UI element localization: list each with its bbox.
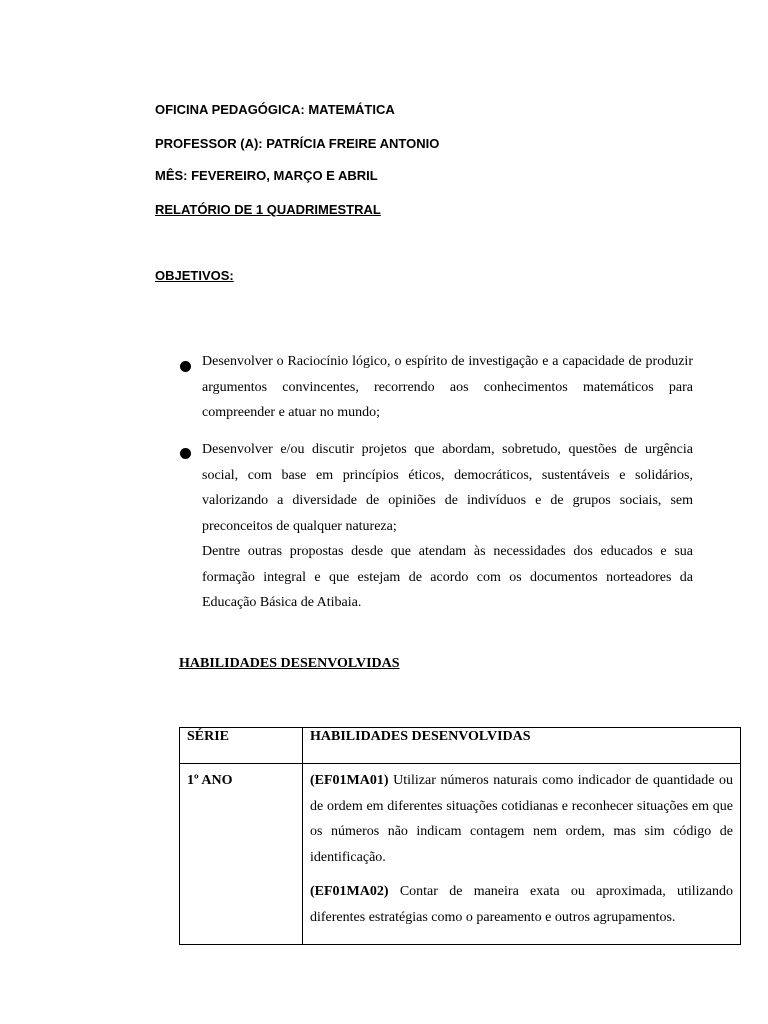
- report-months: MÊS: FEVEREIRO, MARÇO E ABRIL: [155, 168, 378, 183]
- skill-item: [310, 768, 733, 870]
- skills-cell: [303, 764, 741, 945]
- workshop-title: OFICINA PEDAGÓGICA: MATEMÁTICA: [155, 102, 395, 117]
- table-header-cell: [303, 728, 741, 764]
- table-row: [180, 764, 741, 945]
- bullet-icon: [180, 448, 191, 459]
- objectives-heading: OBJETIVOS:: [155, 268, 234, 283]
- table-header-row: [180, 728, 741, 764]
- header-skills: HABILIDADES DESENVOLVIDAS: [310, 729, 531, 744]
- objective-text: Desenvolver e/ou discutir projetos que abordam, sobretudo, questões de urgência social, com base em princípios éticos, democráticos, sustentáveis e solidários, valorizando a diversidade de opiniões de indivíduos e de grupos sociais, sem preconceitos de qualquer natureza;: [202, 442, 693, 534]
- bullet-icon: [180, 361, 191, 372]
- teacher-name: PROFESSOR (A): PATRÍCIA FREIRE ANTONIO: [155, 136, 440, 151]
- skill-code: (EF01MA02): [310, 884, 389, 899]
- objective-text: Desenvolver o Raciocínio lógico, o espírito de investigação e a capacidade de produzir argumentos convincentes, recorrendo aos conhecimentos matemáticos para compreender e atuar no mundo;: [202, 354, 693, 420]
- objective-item: [202, 349, 693, 426]
- header-grade: SÉRIE: [187, 729, 230, 744]
- skill-text: Contar de maneira exata ou aproximada, utilizando diferentes estratégias como o pareamento e outros agrupamentos.: [310, 884, 733, 925]
- skill-item: [310, 879, 733, 930]
- skills-table: [179, 727, 741, 945]
- skills-heading: HABILIDADES DESENVOLVIDAS: [179, 656, 400, 671]
- grade-label: 1º ANO: [187, 773, 233, 788]
- objective-item: [202, 437, 693, 616]
- objectives-closing: Dentre outras propostas desde que atendam às necessidades dos educados e sua formação integral e que estejam de acordo com os documentos norteadores da Educação Básica de Atibaia.: [202, 544, 693, 610]
- skill-code: (EF01MA01): [310, 773, 389, 788]
- table-header-cell: [180, 728, 303, 764]
- report-title: RELATÓRIO DE 1 QUADRIMESTRAL: [155, 202, 381, 217]
- skill-text: Utilizar números naturais como indicador de quantidade ou de ordem em diferentes situações cotidianas e reconhecer situações em que os números não indicam contagem nem ordem, mas sim código de identificação.: [310, 773, 733, 865]
- grade-cell: [180, 764, 303, 945]
